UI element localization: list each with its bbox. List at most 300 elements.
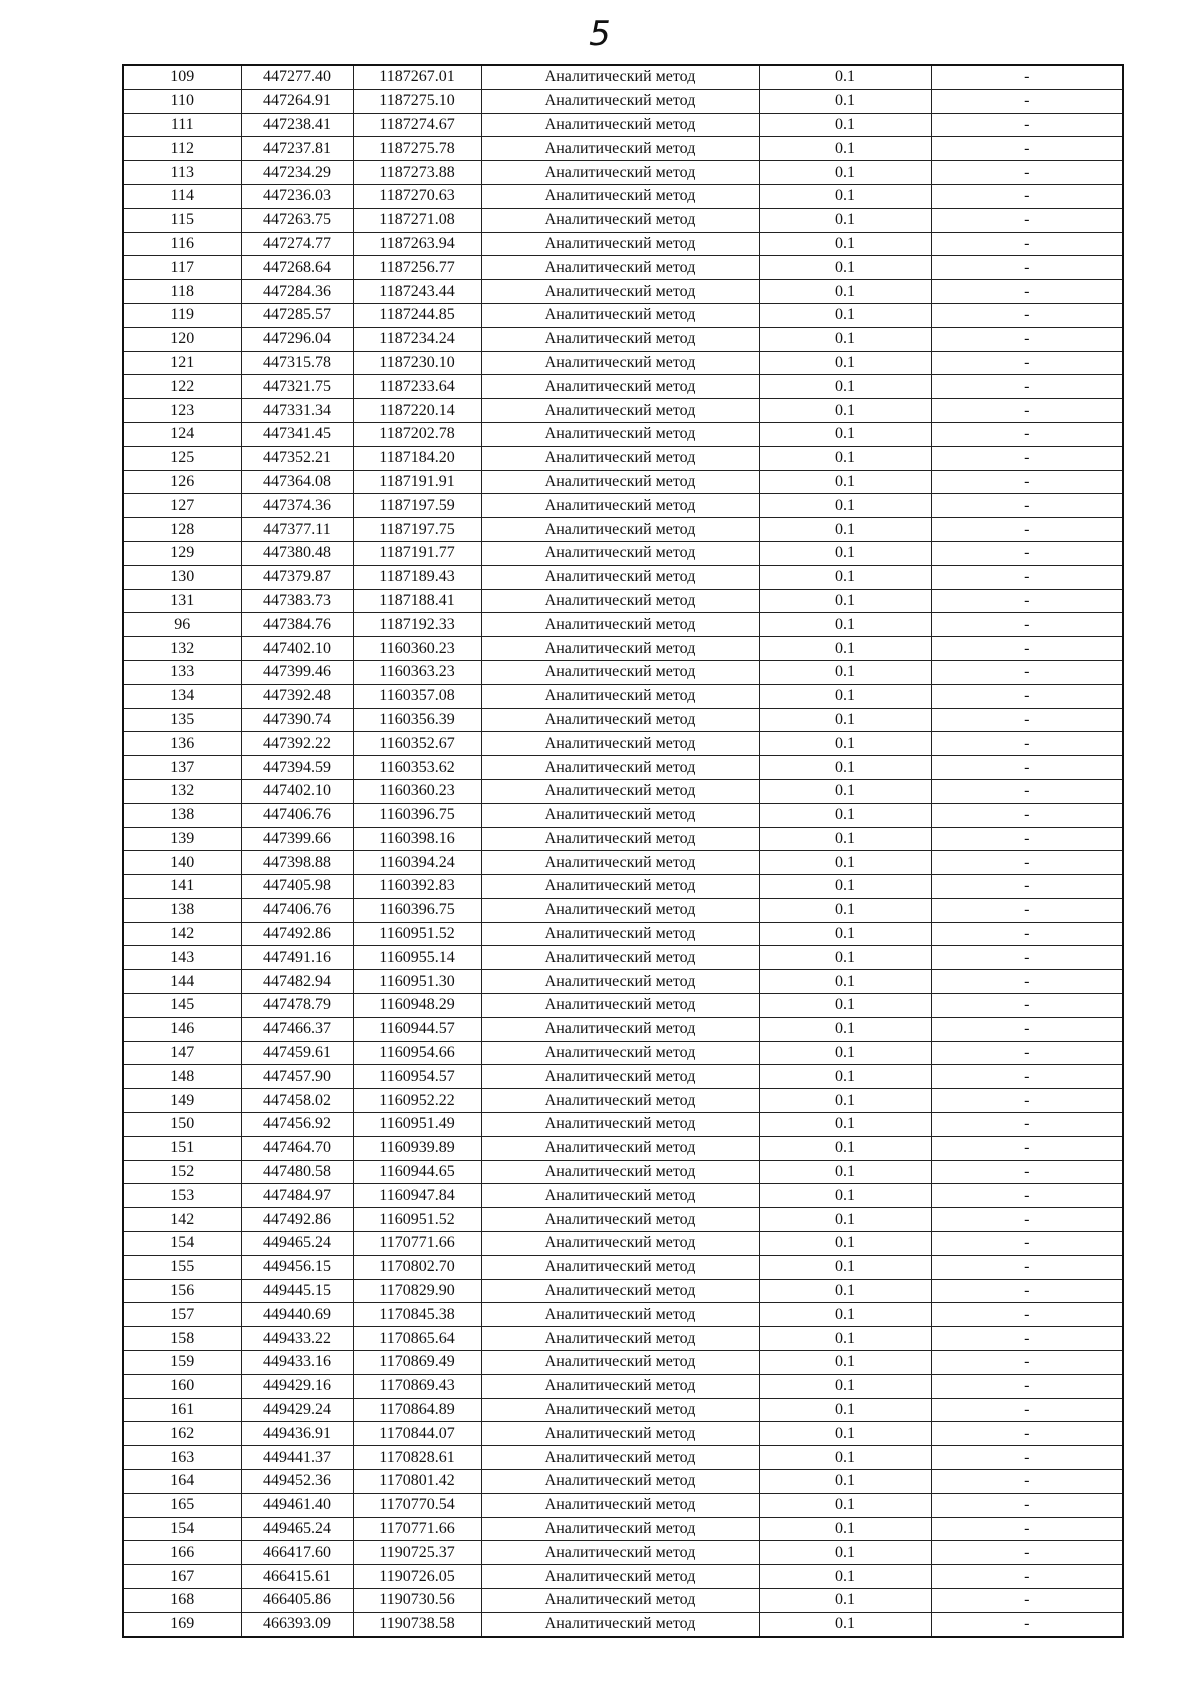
- accuracy-cell: 0.1: [759, 1160, 931, 1184]
- table-row: [123, 1422, 1123, 1446]
- table-row: [123, 1327, 1123, 1351]
- method-cell: Аналитический метод: [481, 327, 759, 351]
- accuracy-cell: 0.1: [759, 232, 931, 256]
- method-cell: Аналитический метод: [481, 1589, 759, 1613]
- x-coordinate-cell: 447268.64: [241, 256, 353, 280]
- point-number-cell: 96: [123, 613, 241, 637]
- x-coordinate-cell: 447478.79: [241, 994, 353, 1018]
- x-coordinate-cell: 447237.81: [241, 137, 353, 161]
- table-row: [123, 208, 1123, 232]
- accuracy-cell: 0.1: [759, 994, 931, 1018]
- y-coordinate-cell: 1187191.91: [353, 470, 481, 494]
- table-row: [123, 1446, 1123, 1470]
- x-coordinate-cell: 466415.61: [241, 1565, 353, 1589]
- method-cell: Аналитический метод: [481, 875, 759, 899]
- table-row: [123, 1255, 1123, 1279]
- point-number-cell: 161: [123, 1398, 241, 1422]
- method-cell: Аналитический метод: [481, 1279, 759, 1303]
- x-coordinate-cell: 447236.03: [241, 184, 353, 208]
- accuracy-cell: 0.1: [759, 970, 931, 994]
- y-coordinate-cell: 1160951.49: [353, 1113, 481, 1137]
- note-cell: -: [931, 1398, 1123, 1422]
- method-cell: Аналитический метод: [481, 1374, 759, 1398]
- y-coordinate-cell: 1160357.08: [353, 684, 481, 708]
- note-cell: -: [931, 898, 1123, 922]
- x-coordinate-cell: 447374.36: [241, 494, 353, 518]
- y-coordinate-cell: 1170801.42: [353, 1470, 481, 1494]
- y-coordinate-cell: 1160939.89: [353, 1136, 481, 1160]
- accuracy-cell: 0.1: [759, 1493, 931, 1517]
- note-cell: -: [931, 1327, 1123, 1351]
- table-row: [123, 946, 1123, 970]
- x-coordinate-cell: 447459.61: [241, 1041, 353, 1065]
- table-row: [123, 1041, 1123, 1065]
- y-coordinate-cell: 1187191.77: [353, 541, 481, 565]
- y-coordinate-cell: 1187184.20: [353, 446, 481, 470]
- x-coordinate-cell: 447457.90: [241, 1065, 353, 1089]
- table-row: [123, 232, 1123, 256]
- y-coordinate-cell: 1190725.37: [353, 1541, 481, 1565]
- note-cell: -: [931, 732, 1123, 756]
- accuracy-cell: 0.1: [759, 613, 931, 637]
- x-coordinate-cell: 447399.66: [241, 827, 353, 851]
- x-coordinate-cell: 447264.91: [241, 89, 353, 113]
- table-row: [123, 1398, 1123, 1422]
- table-row: [123, 1184, 1123, 1208]
- x-coordinate-cell: 447321.75: [241, 375, 353, 399]
- point-number-cell: 140: [123, 851, 241, 875]
- table-row: [123, 875, 1123, 899]
- note-cell: -: [931, 803, 1123, 827]
- note-cell: -: [931, 565, 1123, 589]
- note-cell: -: [931, 422, 1123, 446]
- table-row: [123, 89, 1123, 113]
- note-cell: -: [931, 470, 1123, 494]
- accuracy-cell: 0.1: [759, 184, 931, 208]
- y-coordinate-cell: 1160952.22: [353, 1089, 481, 1113]
- note-cell: -: [931, 89, 1123, 113]
- accuracy-cell: 0.1: [759, 1422, 931, 1446]
- table-row: [123, 351, 1123, 375]
- x-coordinate-cell: 447364.08: [241, 470, 353, 494]
- method-cell: Аналитический метод: [481, 494, 759, 518]
- point-number-cell: 136: [123, 732, 241, 756]
- table-row: [123, 589, 1123, 613]
- y-coordinate-cell: 1170771.66: [353, 1517, 481, 1541]
- table-row: [123, 327, 1123, 351]
- accuracy-cell: 0.1: [759, 660, 931, 684]
- accuracy-cell: 0.1: [759, 1232, 931, 1256]
- point-number-cell: 138: [123, 898, 241, 922]
- y-coordinate-cell: 1170828.61: [353, 1446, 481, 1470]
- table-row: [123, 470, 1123, 494]
- accuracy-cell: 0.1: [759, 1398, 931, 1422]
- table-row: [123, 827, 1123, 851]
- note-cell: -: [931, 1422, 1123, 1446]
- accuracy-cell: 0.1: [759, 1612, 931, 1636]
- method-cell: Аналитический метод: [481, 1184, 759, 1208]
- x-coordinate-cell: 449465.24: [241, 1232, 353, 1256]
- point-number-cell: 145: [123, 994, 241, 1018]
- accuracy-cell: 0.1: [759, 470, 931, 494]
- accuracy-cell: 0.1: [759, 1470, 931, 1494]
- point-number-cell: 148: [123, 1065, 241, 1089]
- point-number-cell: 134: [123, 684, 241, 708]
- point-number-cell: 153: [123, 1184, 241, 1208]
- note-cell: -: [931, 637, 1123, 661]
- note-cell: -: [931, 922, 1123, 946]
- method-cell: Аналитический метод: [481, 660, 759, 684]
- x-coordinate-cell: 447384.76: [241, 613, 353, 637]
- method-cell: Аналитический метод: [481, 851, 759, 875]
- table-row: [123, 803, 1123, 827]
- accuracy-cell: 0.1: [759, 1089, 931, 1113]
- x-coordinate-cell: 449433.22: [241, 1327, 353, 1351]
- y-coordinate-cell: 1160948.29: [353, 994, 481, 1018]
- y-coordinate-cell: 1160356.39: [353, 708, 481, 732]
- y-coordinate-cell: 1187275.10: [353, 89, 481, 113]
- y-coordinate-cell: 1187243.44: [353, 280, 481, 304]
- table-row: [123, 851, 1123, 875]
- table-row: [123, 732, 1123, 756]
- note-cell: -: [931, 1612, 1123, 1636]
- coordinates-table: [122, 64, 1124, 1638]
- accuracy-cell: 0.1: [759, 1041, 931, 1065]
- y-coordinate-cell: 1160392.83: [353, 875, 481, 899]
- y-coordinate-cell: 1160944.65: [353, 1160, 481, 1184]
- accuracy-cell: 0.1: [759, 589, 931, 613]
- accuracy-cell: 0.1: [759, 803, 931, 827]
- point-number-cell: 162: [123, 1422, 241, 1446]
- method-cell: Аналитический метод: [481, 637, 759, 661]
- point-number-cell: 110: [123, 89, 241, 113]
- note-cell: -: [931, 1160, 1123, 1184]
- accuracy-cell: 0.1: [759, 137, 931, 161]
- table-row: [123, 375, 1123, 399]
- point-number-cell: 164: [123, 1470, 241, 1494]
- page-number: 5: [589, 14, 611, 54]
- y-coordinate-cell: 1187202.78: [353, 422, 481, 446]
- method-cell: Аналитический метод: [481, 1493, 759, 1517]
- y-coordinate-cell: 1170771.66: [353, 1232, 481, 1256]
- method-cell: Аналитический метод: [481, 1303, 759, 1327]
- note-cell: -: [931, 1517, 1123, 1541]
- note-cell: -: [931, 851, 1123, 875]
- x-coordinate-cell: 447492.86: [241, 922, 353, 946]
- point-number-cell: 120: [123, 327, 241, 351]
- accuracy-cell: 0.1: [759, 422, 931, 446]
- point-number-cell: 137: [123, 756, 241, 780]
- accuracy-cell: 0.1: [759, 541, 931, 565]
- accuracy-cell: 0.1: [759, 708, 931, 732]
- method-cell: Аналитический метод: [481, 684, 759, 708]
- method-cell: Аналитический метод: [481, 89, 759, 113]
- table-row: [123, 1089, 1123, 1113]
- table-row: [123, 1470, 1123, 1494]
- x-coordinate-cell: 447405.98: [241, 875, 353, 899]
- note-cell: -: [931, 1136, 1123, 1160]
- x-coordinate-cell: 447315.78: [241, 351, 353, 375]
- accuracy-cell: 0.1: [759, 113, 931, 137]
- y-coordinate-cell: 1160394.24: [353, 851, 481, 875]
- x-coordinate-cell: 447296.04: [241, 327, 353, 351]
- accuracy-cell: 0.1: [759, 399, 931, 423]
- y-coordinate-cell: 1187233.64: [353, 375, 481, 399]
- note-cell: -: [931, 1232, 1123, 1256]
- y-coordinate-cell: 1187197.75: [353, 518, 481, 542]
- point-number-cell: 121: [123, 351, 241, 375]
- y-coordinate-cell: 1160951.52: [353, 1208, 481, 1232]
- method-cell: Аналитический метод: [481, 898, 759, 922]
- accuracy-cell: 0.1: [759, 303, 931, 327]
- y-coordinate-cell: 1190726.05: [353, 1565, 481, 1589]
- table-row: [123, 446, 1123, 470]
- point-number-cell: 123: [123, 399, 241, 423]
- point-number-cell: 143: [123, 946, 241, 970]
- point-number-cell: 165: [123, 1493, 241, 1517]
- accuracy-cell: 0.1: [759, 1017, 931, 1041]
- y-coordinate-cell: 1187271.08: [353, 208, 481, 232]
- y-coordinate-cell: 1187244.85: [353, 303, 481, 327]
- table-row: [123, 280, 1123, 304]
- method-cell: Аналитический метод: [481, 1136, 759, 1160]
- accuracy-cell: 0.1: [759, 518, 931, 542]
- point-number-cell: 131: [123, 589, 241, 613]
- y-coordinate-cell: 1187263.94: [353, 232, 481, 256]
- x-coordinate-cell: 447377.11: [241, 518, 353, 542]
- accuracy-cell: 0.1: [759, 494, 931, 518]
- x-coordinate-cell: 447379.87: [241, 565, 353, 589]
- method-cell: Аналитический метод: [481, 803, 759, 827]
- accuracy-cell: 0.1: [759, 1446, 931, 1470]
- method-cell: Аналитический метод: [481, 708, 759, 732]
- x-coordinate-cell: 449429.24: [241, 1398, 353, 1422]
- x-coordinate-cell: 447392.48: [241, 684, 353, 708]
- table-row: [123, 898, 1123, 922]
- note-cell: -: [931, 1089, 1123, 1113]
- method-cell: Аналитический метод: [481, 422, 759, 446]
- accuracy-cell: 0.1: [759, 1589, 931, 1613]
- y-coordinate-cell: 1160363.23: [353, 660, 481, 684]
- accuracy-cell: 0.1: [759, 1374, 931, 1398]
- point-number-cell: 112: [123, 137, 241, 161]
- y-coordinate-cell: 1160955.14: [353, 946, 481, 970]
- x-coordinate-cell: 447234.29: [241, 161, 353, 185]
- method-cell: Аналитический метод: [481, 161, 759, 185]
- point-number-cell: 115: [123, 208, 241, 232]
- y-coordinate-cell: 1187188.41: [353, 589, 481, 613]
- x-coordinate-cell: 447383.73: [241, 589, 353, 613]
- table-row: [123, 1374, 1123, 1398]
- x-coordinate-cell: 449441.37: [241, 1446, 353, 1470]
- point-number-cell: 138: [123, 803, 241, 827]
- x-coordinate-cell: 447482.94: [241, 970, 353, 994]
- point-number-cell: 139: [123, 827, 241, 851]
- table-row: [123, 65, 1123, 89]
- x-coordinate-cell: 449465.24: [241, 1517, 353, 1541]
- point-number-cell: 119: [123, 303, 241, 327]
- note-cell: -: [931, 1374, 1123, 1398]
- x-coordinate-cell: 449429.16: [241, 1374, 353, 1398]
- y-coordinate-cell: 1160947.84: [353, 1184, 481, 1208]
- y-coordinate-cell: 1170869.49: [353, 1351, 481, 1375]
- y-coordinate-cell: 1187189.43: [353, 565, 481, 589]
- point-number-cell: 126: [123, 470, 241, 494]
- y-coordinate-cell: 1187273.88: [353, 161, 481, 185]
- point-number-cell: 114: [123, 184, 241, 208]
- point-number-cell: 160: [123, 1374, 241, 1398]
- method-cell: Аналитический метод: [481, 994, 759, 1018]
- point-number-cell: 154: [123, 1517, 241, 1541]
- method-cell: Аналитический метод: [481, 1565, 759, 1589]
- point-number-cell: 127: [123, 494, 241, 518]
- point-number-cell: 118: [123, 280, 241, 304]
- method-cell: Аналитический метод: [481, 518, 759, 542]
- y-coordinate-cell: 1160353.62: [353, 756, 481, 780]
- x-coordinate-cell: 449452.36: [241, 1470, 353, 1494]
- point-number-cell: 157: [123, 1303, 241, 1327]
- accuracy-cell: 0.1: [759, 898, 931, 922]
- accuracy-cell: 0.1: [759, 779, 931, 803]
- accuracy-cell: 0.1: [759, 1255, 931, 1279]
- table-row: [123, 922, 1123, 946]
- accuracy-cell: 0.1: [759, 946, 931, 970]
- y-coordinate-cell: 1170864.89: [353, 1398, 481, 1422]
- table-row: [123, 422, 1123, 446]
- table-row: [123, 137, 1123, 161]
- note-cell: -: [931, 327, 1123, 351]
- point-number-cell: 150: [123, 1113, 241, 1137]
- accuracy-cell: 0.1: [759, 1279, 931, 1303]
- note-cell: -: [931, 399, 1123, 423]
- table-row: [123, 1160, 1123, 1184]
- y-coordinate-cell: 1170844.07: [353, 1422, 481, 1446]
- point-number-cell: 147: [123, 1041, 241, 1065]
- method-cell: Аналитический метод: [481, 208, 759, 232]
- point-number-cell: 125: [123, 446, 241, 470]
- point-number-cell: 169: [123, 1612, 241, 1636]
- x-coordinate-cell: 447394.59: [241, 756, 353, 780]
- point-number-cell: 133: [123, 660, 241, 684]
- method-cell: Аналитический метод: [481, 1612, 759, 1636]
- note-cell: -: [931, 756, 1123, 780]
- point-number-cell: 144: [123, 970, 241, 994]
- y-coordinate-cell: 1160396.75: [353, 803, 481, 827]
- accuracy-cell: 0.1: [759, 256, 931, 280]
- note-cell: -: [931, 208, 1123, 232]
- table-row: [123, 994, 1123, 1018]
- note-cell: -: [931, 1303, 1123, 1327]
- point-number-cell: 130: [123, 565, 241, 589]
- x-coordinate-cell: 447491.16: [241, 946, 353, 970]
- method-cell: Аналитический метод: [481, 1113, 759, 1137]
- note-cell: -: [931, 1279, 1123, 1303]
- accuracy-cell: 0.1: [759, 1327, 931, 1351]
- x-coordinate-cell: 447352.21: [241, 446, 353, 470]
- x-coordinate-cell: 447398.88: [241, 851, 353, 875]
- method-cell: Аналитический метод: [481, 946, 759, 970]
- accuracy-cell: 0.1: [759, 922, 931, 946]
- method-cell: Аналитический метод: [481, 1089, 759, 1113]
- method-cell: Аналитический метод: [481, 351, 759, 375]
- point-number-cell: 159: [123, 1351, 241, 1375]
- method-cell: Аналитический метод: [481, 827, 759, 851]
- x-coordinate-cell: 466393.09: [241, 1612, 353, 1636]
- x-coordinate-cell: 447466.37: [241, 1017, 353, 1041]
- accuracy-cell: 0.1: [759, 208, 931, 232]
- note-cell: -: [931, 375, 1123, 399]
- note-cell: -: [931, 660, 1123, 684]
- point-number-cell: 146: [123, 1017, 241, 1041]
- note-cell: -: [931, 303, 1123, 327]
- note-cell: -: [931, 1589, 1123, 1613]
- table-row: [123, 161, 1123, 185]
- table-row: [123, 1493, 1123, 1517]
- method-cell: Аналитический метод: [481, 732, 759, 756]
- y-coordinate-cell: 1170869.43: [353, 1374, 481, 1398]
- y-coordinate-cell: 1187230.10: [353, 351, 481, 375]
- method-cell: Аналитический метод: [481, 399, 759, 423]
- note-cell: -: [931, 351, 1123, 375]
- accuracy-cell: 0.1: [759, 732, 931, 756]
- accuracy-cell: 0.1: [759, 1517, 931, 1541]
- point-number-cell: 156: [123, 1279, 241, 1303]
- accuracy-cell: 0.1: [759, 756, 931, 780]
- y-coordinate-cell: 1160360.23: [353, 637, 481, 661]
- point-number-cell: 132: [123, 779, 241, 803]
- note-cell: -: [931, 970, 1123, 994]
- table-row: [123, 1232, 1123, 1256]
- table-row: [123, 565, 1123, 589]
- y-coordinate-cell: 1187234.24: [353, 327, 481, 351]
- y-coordinate-cell: 1187192.33: [353, 613, 481, 637]
- method-cell: Аналитический метод: [481, 1446, 759, 1470]
- table-row: [123, 1517, 1123, 1541]
- y-coordinate-cell: 1187274.67: [353, 113, 481, 137]
- x-coordinate-cell: 447406.76: [241, 803, 353, 827]
- table-row: [123, 1017, 1123, 1041]
- table-row: [123, 708, 1123, 732]
- table-row: [123, 541, 1123, 565]
- point-number-cell: 142: [123, 922, 241, 946]
- note-cell: -: [931, 1255, 1123, 1279]
- method-cell: Аналитический метод: [481, 779, 759, 803]
- y-coordinate-cell: 1170845.38: [353, 1303, 481, 1327]
- x-coordinate-cell: 447406.76: [241, 898, 353, 922]
- note-cell: -: [931, 541, 1123, 565]
- accuracy-cell: 0.1: [759, 446, 931, 470]
- point-number-cell: 129: [123, 541, 241, 565]
- x-coordinate-cell: 447331.34: [241, 399, 353, 423]
- table-row: [123, 1541, 1123, 1565]
- point-number-cell: 132: [123, 637, 241, 661]
- point-number-cell: 152: [123, 1160, 241, 1184]
- accuracy-cell: 0.1: [759, 1136, 931, 1160]
- y-coordinate-cell: 1190730.56: [353, 1589, 481, 1613]
- coordinates-table-body: [123, 65, 1123, 1637]
- point-number-cell: 142: [123, 1208, 241, 1232]
- point-number-cell: 135: [123, 708, 241, 732]
- accuracy-cell: 0.1: [759, 1565, 931, 1589]
- method-cell: Аналитический метод: [481, 1208, 759, 1232]
- method-cell: Аналитический метод: [481, 1517, 759, 1541]
- table-row: [123, 1565, 1123, 1589]
- note-cell: -: [931, 446, 1123, 470]
- y-coordinate-cell: 1160352.67: [353, 732, 481, 756]
- table-row: [123, 613, 1123, 637]
- note-cell: -: [931, 184, 1123, 208]
- x-coordinate-cell: 447274.77: [241, 232, 353, 256]
